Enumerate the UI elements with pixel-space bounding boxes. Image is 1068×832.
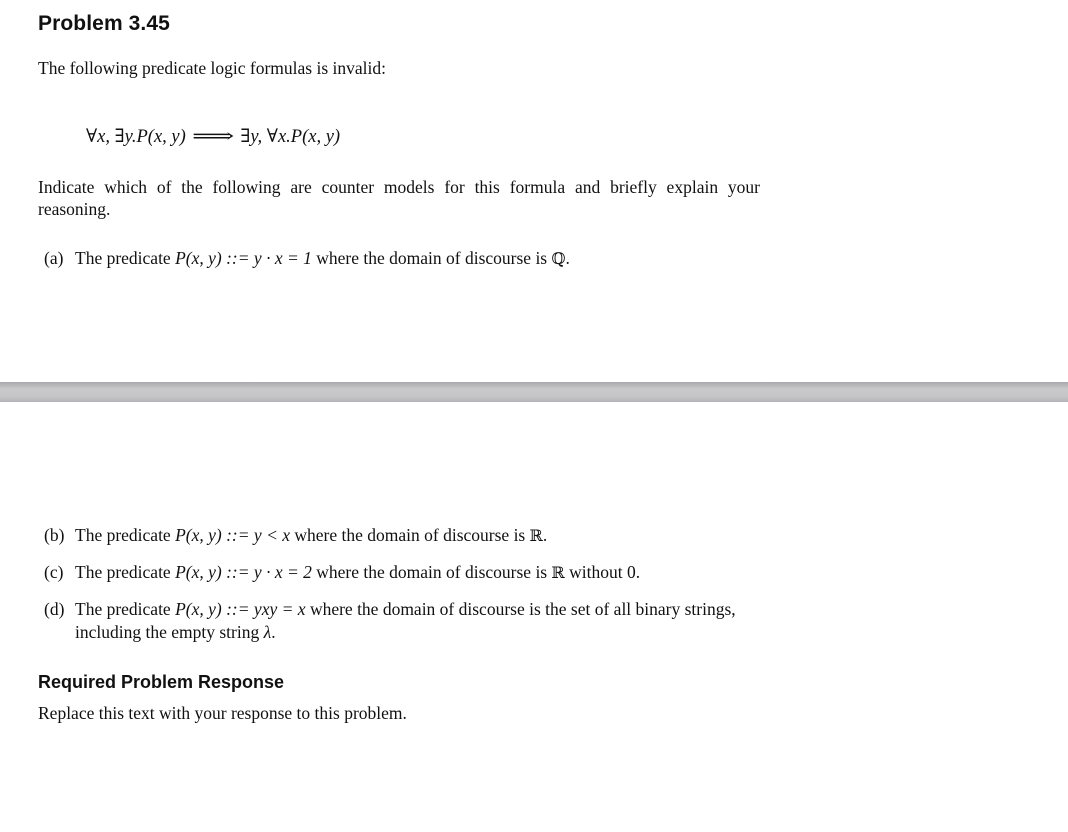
item-line2: including the empty string: [75, 622, 264, 642]
item-c: [44, 561, 641, 584]
item-suffix: .: [565, 248, 570, 268]
item-suffix: .: [542, 525, 548, 545]
formula-rhs: ∃y, ∀x.P(x, y): [240, 127, 341, 147]
item-predicate: P(x, y) ::= y · x = 2: [175, 562, 312, 582]
item-suffix: without 0.: [564, 562, 641, 582]
domain-symbol: ℝ: [551, 563, 565, 582]
item-label: (d): [44, 599, 65, 619]
item-a: [44, 247, 570, 270]
item-predicate: P(x, y) ::= yxy = x: [175, 599, 306, 619]
item-d: [44, 598, 736, 642]
formula-lhs: ∀x, ∃y.P(x, y): [86, 127, 186, 147]
item-prefix: The predicate: [75, 599, 176, 619]
item-middle: where the domain of discourse is: [311, 562, 552, 582]
item-prefix: The predicate: [75, 562, 176, 582]
problem-title: Problem 3.45: [38, 12, 170, 35]
domain-symbol: ℝ: [529, 526, 543, 545]
item-label: (c): [44, 562, 64, 582]
item-middle: where the domain of discourse is: [311, 248, 552, 268]
item-label: (a): [44, 248, 64, 268]
implies-symbol: ⟹: [191, 127, 235, 147]
formula: [86, 126, 340, 148]
response-text[interactable]: Replace this text with your response to this problem.: [38, 703, 407, 723]
item-suffix: .: [271, 622, 276, 642]
item-predicate: P(x, y) ::= y < x: [175, 525, 291, 545]
item-prefix: The predicate: [75, 525, 176, 545]
intro-text: The following predicate logic formulas is invalid:: [38, 58, 386, 78]
item-label: (b): [44, 525, 65, 545]
domain-symbol: ℚ: [551, 249, 566, 268]
item-b: [44, 524, 548, 547]
item-prefix: The predicate: [75, 248, 176, 268]
page-break-bar: [0, 382, 1068, 402]
lambda-symbol: λ: [263, 622, 272, 642]
page-upper: [0, 0, 1068, 382]
response-heading: Required Problem Response: [38, 672, 285, 692]
item-middle: where the domain of discourse is the set of all binary strings,: [305, 599, 736, 619]
item-middle: where the domain of discourse is: [290, 525, 530, 545]
instruction-text: Indicate which of the following are counter models for this formula and briefly explain your reasoning.: [38, 177, 760, 219]
item-predicate: P(x, y) ::= y · x = 1: [175, 248, 312, 268]
